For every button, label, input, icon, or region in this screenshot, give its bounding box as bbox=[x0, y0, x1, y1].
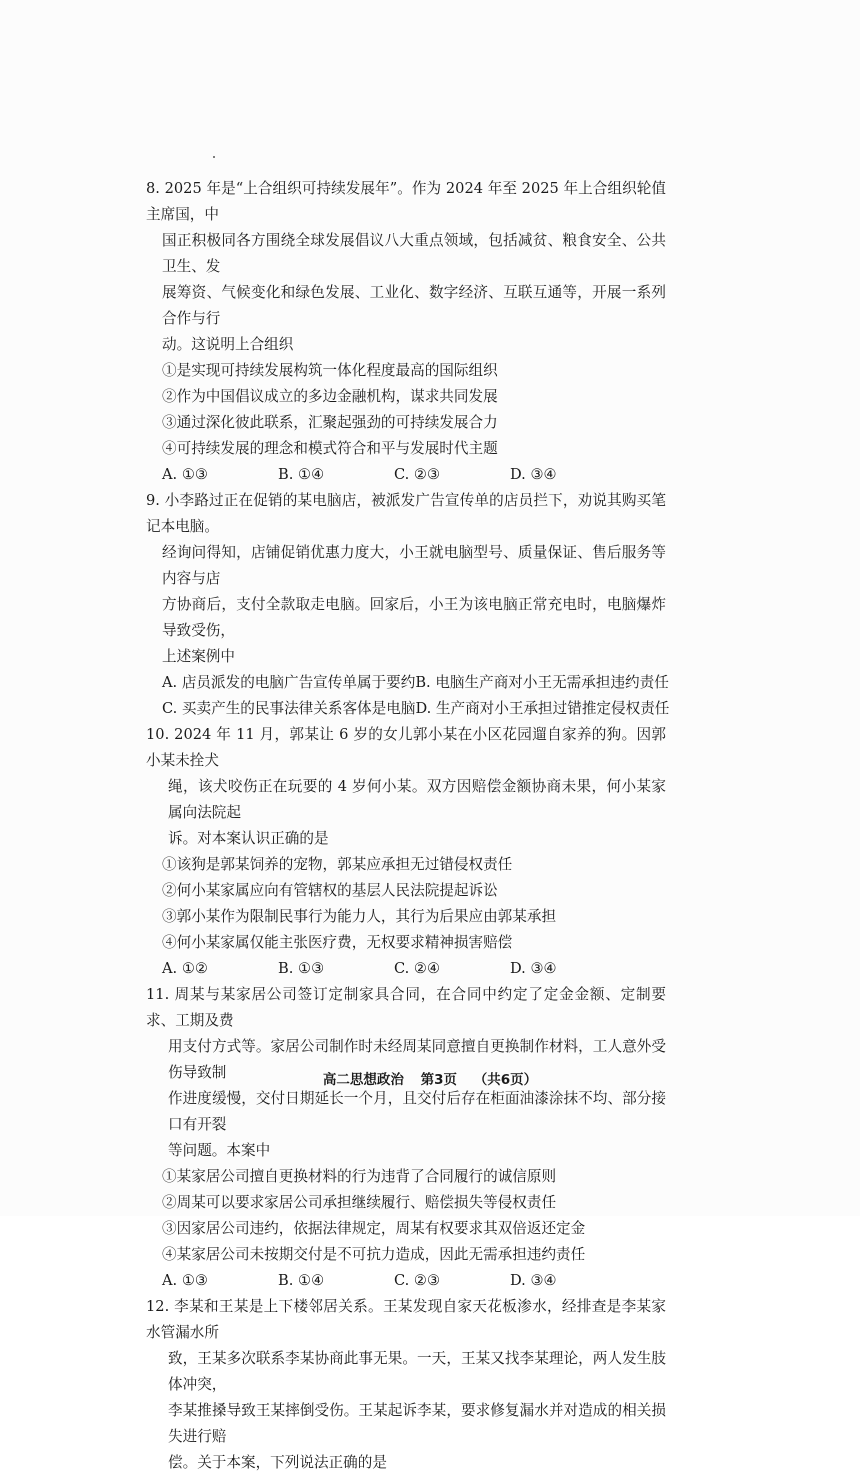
question-9-choice-row-2 bbox=[162, 696, 670, 722]
footer-subject: 高二思想政治 bbox=[322, 1072, 404, 1088]
question-9-choice-d: D. 生产商对小王承担过错推定侵权责任 bbox=[415, 700, 670, 717]
footer-page-number: 第3页 bbox=[420, 1072, 457, 1088]
question-9-choice-row-1 bbox=[162, 670, 669, 696]
question-10-line-2: 绳，该犬咬伤正在玩要的 4 岁何小某。双方因赔偿金额协商未果，何小某家属向法院起 bbox=[168, 778, 666, 821]
question-9-line-2: 经询问得知，店铺促销优惠力度大，小王就电脑型号、质量保证、售后服务等内容与店 bbox=[162, 544, 666, 587]
question-8-choice-b: B. ①④ bbox=[278, 466, 325, 483]
question-8-choice-d: D. ③④ bbox=[510, 466, 557, 483]
question-list bbox=[146, 176, 670, 1476]
question-9-choice-a: A. 店员派发的电脑广告宣传单属于要约 bbox=[162, 674, 416, 691]
scan-speck bbox=[213, 156, 215, 158]
question-11-choice-d: D. ③④ bbox=[510, 1272, 557, 1289]
question-8-statement-2: ②作为中国倡议成立的多边金融机构，谋求共同发展 bbox=[162, 388, 498, 405]
question-9-line-4: 上述案例中 bbox=[162, 648, 235, 665]
question-10 bbox=[146, 722, 666, 982]
question-12-line-2: 致，王某多次联系李某协商此事无果。一天，王某又找李某理论，两人发生肢体冲突， bbox=[168, 1350, 666, 1393]
question-12 bbox=[146, 1294, 666, 1476]
question-10-statement-1: ①该狗是郭某饲养的宠物，郭某应承担无过错侵权责任 bbox=[162, 856, 513, 873]
question-11-choice-a: A. ①③ bbox=[162, 1272, 208, 1289]
question-11-statement-3: ③因家居公司违约，依据法律规定，周某有权要求其双倍返还定金 bbox=[162, 1220, 586, 1237]
question-8-statement-4: ④可持续发展的理念和模式符合和平与发展时代主题 bbox=[162, 440, 498, 457]
question-8-choices bbox=[146, 462, 666, 488]
question-11 bbox=[146, 982, 666, 1294]
question-8-statement-1: ①是实现可持续发展构筑一体化程度最高的国际组织 bbox=[162, 362, 498, 379]
page-footer bbox=[0, 1068, 860, 1088]
question-8-line-4: 动。这说明上合组织 bbox=[162, 336, 294, 353]
question-12-line-4: 偿。关于本案，下列说法正确的是 bbox=[168, 1454, 387, 1471]
question-10-choices bbox=[146, 956, 666, 982]
question-10-statement-4: ④何小某家属仅能主张医疗费，无权要求精神损害赔偿 bbox=[162, 934, 513, 951]
question-11-line-4: 等问题。本案中 bbox=[168, 1142, 271, 1159]
question-11-statement-1: ①某家居公司擅自更换材料的行为违背了合同履行的诚信原则 bbox=[162, 1168, 557, 1185]
question-11-statement-4: ④某家居公司未按期交付是不可抗力造成，因此无需承担违约责任 bbox=[162, 1246, 586, 1263]
question-9-choice-b: B. 电脑生产商对小王无需承担违约责任 bbox=[415, 674, 669, 691]
question-9-line-1: 9. 小李路过正在促销的某电脑店，被派发广告宣传单的店员拦下，劝说其购买笔记本电脑。 bbox=[146, 492, 666, 535]
question-8-choice-c: C. ②③ bbox=[394, 466, 441, 483]
question-11-statement-2: ②周某可以要求家居公司承担继续履行、赔偿损失等侵权责任 bbox=[162, 1194, 557, 1211]
question-9-line-3: 方协商后，支付全款取走电脑。回家后，小王为该电脑正常充电时，电脑爆炸导致受伤， bbox=[162, 596, 666, 639]
footer-total-pages: （共6页） bbox=[473, 1072, 538, 1088]
question-11-line-1: 11. 周某与某家居公司签订定制家具合同，在合同中约定了定金金额、定制要求、工期及费 bbox=[146, 986, 666, 1029]
question-10-line-3: 诉。对本案认识正确的是 bbox=[168, 830, 329, 847]
question-10-choice-b: B. ①③ bbox=[278, 960, 325, 977]
question-9-choice-c: C. 买卖产生的民事法律关系客体是电脑 bbox=[162, 700, 416, 717]
question-10-choice-c: C. ②④ bbox=[394, 960, 441, 977]
question-10-statement-2: ②何小某家属应向有管辖权的基层人民法院提起诉讼 bbox=[162, 882, 498, 899]
question-11-line-2: 用支付方式等。家居公司制作时未经周某同意擅自更换制作材料，工人意外受伤导致制 bbox=[168, 1038, 666, 1081]
question-11-choices bbox=[146, 1268, 666, 1294]
question-8 bbox=[146, 176, 666, 488]
question-10-line-1: 10. 2024 年 11 月，郭某让 6 岁的女儿郭小某在小区花园遛自家养的狗。因郭小某未拴犬 bbox=[146, 726, 666, 769]
question-8-choice-a: A. ①③ bbox=[162, 466, 208, 483]
question-12-line-3: 李某推搡导致王某摔倒受伤。王某起诉李某，要求修复漏水并对造成的相关损失进行赔 bbox=[168, 1402, 666, 1445]
question-8-line-2: 国正积极同各方围绕全球发展倡议八大重点领域，包括减贫、粮食安全、公共卫生、发 bbox=[162, 232, 666, 275]
question-11-choice-b: B. ①④ bbox=[278, 1272, 325, 1289]
question-8-line-1: 8. 2025 年是“上合组织可持续发展年”。作为 2024 年至 2025 年上合组织轮值主席国，中 bbox=[146, 180, 666, 223]
question-9-choices bbox=[146, 670, 670, 722]
question-10-choice-d: D. ③④ bbox=[510, 960, 557, 977]
question-12-line-1: 12. 李某和王某是上下楼邻居关系。王某发现自家天花板渗水，经排查是李某家水管漏水所 bbox=[146, 1298, 666, 1341]
question-10-statement-3: ③郭小某作为限制民事行为能力人，其行为后果应由郭某承担 bbox=[162, 908, 557, 925]
question-8-statement-3: ③通过深化彼此联系，汇聚起强劲的可持续发展合力 bbox=[162, 414, 498, 431]
question-11-line-3: 作进度缓慢，交付日期延长一个月，且交付后存在柜面油漆涂抹不均、部分接口有开裂 bbox=[168, 1090, 666, 1133]
question-10-choice-a: A. ①② bbox=[162, 960, 208, 977]
question-11-choice-c: C. ②③ bbox=[394, 1272, 441, 1289]
question-8-line-3: 展筹资、气候变化和绿色发展、工业化、数字经济、互联互通等，开展一系列合作与行 bbox=[162, 284, 666, 327]
question-9 bbox=[146, 488, 670, 722]
